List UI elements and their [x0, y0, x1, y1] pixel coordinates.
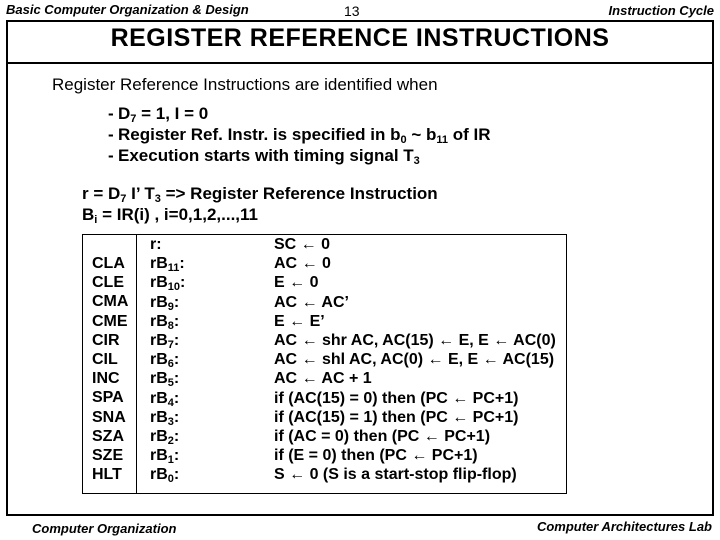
- cond-colon: :: [173, 408, 180, 426]
- op-text: PC+1): [468, 408, 519, 426]
- subscript: 2: [167, 434, 174, 447]
- cond-colon: :: [173, 293, 180, 311]
- bullet-d7-condition: [108, 104, 209, 125]
- op-text: AC(0): [509, 331, 556, 349]
- mnemonic-cir: CIR: [92, 331, 120, 349]
- mnemonic-cma: CMA: [92, 293, 129, 311]
- operation-cle: [274, 273, 556, 292]
- transfer-arrow-icon: ←: [411, 447, 428, 465]
- bullet-text: of IR: [448, 125, 491, 144]
- condition-cme: [150, 312, 185, 331]
- r-def-part: r = D: [82, 184, 121, 203]
- subscript: 5: [167, 377, 174, 390]
- cond-text: rB: [150, 447, 168, 465]
- mnemonic-sza: SZA: [92, 427, 124, 445]
- condition-cir: [150, 331, 185, 350]
- footer-right: Computer Architectures Lab: [536, 519, 712, 534]
- subscript: 4: [167, 396, 174, 409]
- op-text: if (E = 0) then (PC: [274, 447, 412, 465]
- subscript: 7: [167, 338, 174, 351]
- operation-cil: [274, 350, 556, 369]
- transfer-arrow-icon: ←: [300, 236, 317, 253]
- intro-text: Register Reference Instructions are identified when: [52, 75, 438, 94]
- subscript: 6: [167, 358, 174, 371]
- op-text: AC + 1: [317, 370, 372, 388]
- cond-text: rB: [150, 274, 168, 292]
- cond-text: rB: [150, 331, 168, 349]
- operation-hlt: [274, 465, 556, 484]
- cond-text: rB: [150, 293, 168, 311]
- subscript: 3: [154, 193, 161, 205]
- operation-sza: [274, 427, 556, 446]
- condition-cil: [150, 350, 185, 369]
- op-text: 0: [317, 255, 331, 273]
- subscript: 11: [436, 134, 448, 146]
- mnemonic-hlt: HLT: [92, 466, 122, 484]
- condition-header: r:: [150, 236, 162, 253]
- subscript: 0: [167, 473, 174, 486]
- bullet-text: = 1, I = 0: [136, 104, 209, 123]
- subscript: i: [94, 214, 98, 226]
- cond-colon: :: [173, 427, 180, 445]
- op-text: E, E: [454, 331, 494, 349]
- transfer-arrow-icon: ←: [289, 274, 306, 292]
- op-text: 0: [305, 274, 319, 292]
- condition-sna: [150, 408, 185, 427]
- operation-cla: [274, 254, 556, 273]
- transfer-arrow-icon: ←: [427, 351, 444, 369]
- r-definition: [82, 184, 438, 204]
- mnemonic-spa: SPA: [92, 389, 124, 407]
- cond-text: rB: [150, 466, 168, 484]
- bi-def-part: B: [82, 205, 95, 224]
- bullet-dash: -: [108, 125, 114, 144]
- op-text: SC: [274, 236, 301, 253]
- bi-definition: [82, 205, 258, 225]
- bullet-text: Register Ref. Instr. is specified in b: [118, 125, 401, 144]
- subscript: 7: [130, 113, 137, 125]
- op-text: AC: [274, 255, 302, 273]
- op-text: E, E: [443, 351, 483, 369]
- header-section-title: Instruction Cycle: [608, 3, 714, 18]
- transfer-arrow-icon: ←: [301, 255, 318, 273]
- operation-cme: [274, 312, 556, 331]
- subscript: 7: [120, 193, 127, 205]
- transfer-arrow-icon: ←: [289, 466, 306, 484]
- mnemonic-inc: INC: [92, 370, 120, 388]
- operation-inc: [274, 369, 556, 388]
- op-text: 0: [316, 236, 331, 253]
- subscript: 10: [167, 281, 181, 294]
- condition-cle: [150, 273, 185, 292]
- operation-cma: [274, 293, 556, 312]
- transfer-arrow-icon: ←: [452, 389, 469, 407]
- bullet-timing-signal: [108, 146, 420, 167]
- cond-text: rB: [150, 312, 168, 330]
- subscript: 3: [167, 415, 174, 428]
- op-text: AC: [274, 370, 302, 388]
- op-text: PC+1): [468, 389, 519, 407]
- op-text: 0 (S is a start-stop flip-flop): [305, 466, 517, 484]
- transfer-arrow-icon: ←: [301, 370, 318, 388]
- operation-sze: [274, 446, 556, 465]
- transfer-arrow-icon: ←: [493, 331, 510, 349]
- bullet-text: D: [118, 104, 131, 123]
- cond-colon: :: [173, 312, 180, 330]
- cond-text: rB: [150, 370, 168, 388]
- transfer-arrow-icon: ←: [423, 427, 440, 445]
- op-text: if (AC(15) = 1) then (PC: [274, 408, 453, 426]
- cond-colon: :: [173, 447, 180, 465]
- op-text: PC+1): [439, 427, 491, 445]
- condition-cma: [150, 293, 185, 312]
- transfer-arrow-icon: ←: [301, 293, 318, 311]
- footer-left: Computer Organization: [32, 521, 177, 536]
- r-def-part: => Register Reference Instruction: [160, 184, 438, 203]
- transfer-arrow-icon: ←: [482, 351, 499, 369]
- op-text: shr AC, AC(15): [317, 331, 439, 349]
- cond-text: rB: [150, 408, 168, 426]
- r-def-part: I’ T: [126, 184, 155, 203]
- subscript: 0: [400, 134, 407, 146]
- op-text: if (AC(15) = 0) then (PC: [274, 389, 453, 407]
- bullet-text: ~ b: [406, 125, 437, 144]
- page-number: 13: [344, 3, 360, 19]
- mnemonic-cle: CLE: [92, 274, 124, 292]
- subscript: 9: [167, 300, 174, 313]
- cond-colon: :: [180, 274, 186, 292]
- bi-def-part: = IR(i) , i=0,1,2,...,11: [97, 205, 258, 224]
- cond-colon: :: [173, 370, 180, 388]
- condition-inc: [150, 369, 185, 388]
- condition-sza: [150, 427, 185, 446]
- cond-text: rB: [150, 389, 168, 407]
- slide-title: REGISTER REFERENCE INSTRUCTIONS: [110, 24, 610, 52]
- cond-colon: :: [173, 351, 180, 369]
- op-text: PC+1): [427, 447, 478, 465]
- mnemonic-sze: SZE: [92, 446, 124, 464]
- operation-cir: [274, 331, 556, 350]
- cond-text: rB: [150, 427, 168, 445]
- op-text: S: [274, 466, 290, 484]
- transfer-arrow-icon: ←: [452, 408, 469, 426]
- mnemonic-cla: CLA: [92, 255, 125, 272]
- cond-colon: :: [173, 389, 180, 407]
- subscript: 11: [167, 262, 180, 275]
- mnemonic-column: [92, 254, 128, 484]
- header-course-title: Basic Computer Organization & Design: [6, 2, 249, 17]
- op-text: AC: [274, 331, 302, 349]
- mnemonic-cme: CME: [92, 312, 128, 330]
- operation-sna: [274, 408, 556, 427]
- condition-cla: [150, 254, 185, 273]
- condition-sze: [150, 446, 185, 465]
- bullet-dash: -: [108, 146, 114, 165]
- op-text: E: [274, 312, 290, 330]
- bullet-dash: -: [108, 104, 114, 123]
- subscript: 1: [167, 454, 174, 467]
- transfer-arrow-icon: ←: [301, 351, 318, 369]
- bullet-text: Execution starts with timing signal T: [118, 146, 414, 165]
- transfer-arrow-icon: ←: [289, 312, 306, 330]
- op-text: E: [274, 274, 290, 292]
- bullet-register-ref: [108, 125, 491, 146]
- op-text: if (AC = 0) then (PC: [274, 427, 424, 445]
- subscript: 3: [413, 155, 420, 167]
- op-text: AC(15): [498, 351, 555, 369]
- cond-colon: :: [173, 466, 180, 484]
- operation-header: [274, 235, 556, 254]
- table-column-divider: [136, 234, 137, 494]
- transfer-arrow-icon: ←: [438, 331, 455, 349]
- condition-hlt: [150, 465, 185, 484]
- cond-colon: :: [173, 331, 180, 349]
- op-text: shl AC, AC(0): [317, 351, 428, 369]
- operation-column: [274, 235, 556, 484]
- transfer-arrow-icon: ←: [301, 331, 318, 349]
- cond-colon: :: [179, 255, 185, 273]
- cond-text: rB: [150, 255, 168, 273]
- mnemonic-cil: CIL: [92, 350, 118, 368]
- subscript: 8: [167, 319, 174, 332]
- title-divider: [8, 62, 712, 64]
- operation-spa: [274, 389, 556, 408]
- op-text: AC’: [317, 293, 349, 311]
- op-text: AC: [274, 293, 302, 311]
- cond-text: rB: [150, 351, 168, 369]
- mnemonic-sna: SNA: [92, 408, 126, 426]
- condition-column: [150, 235, 185, 484]
- condition-spa: [150, 389, 185, 408]
- op-text: E’: [305, 312, 325, 330]
- op-text: AC: [274, 351, 302, 369]
